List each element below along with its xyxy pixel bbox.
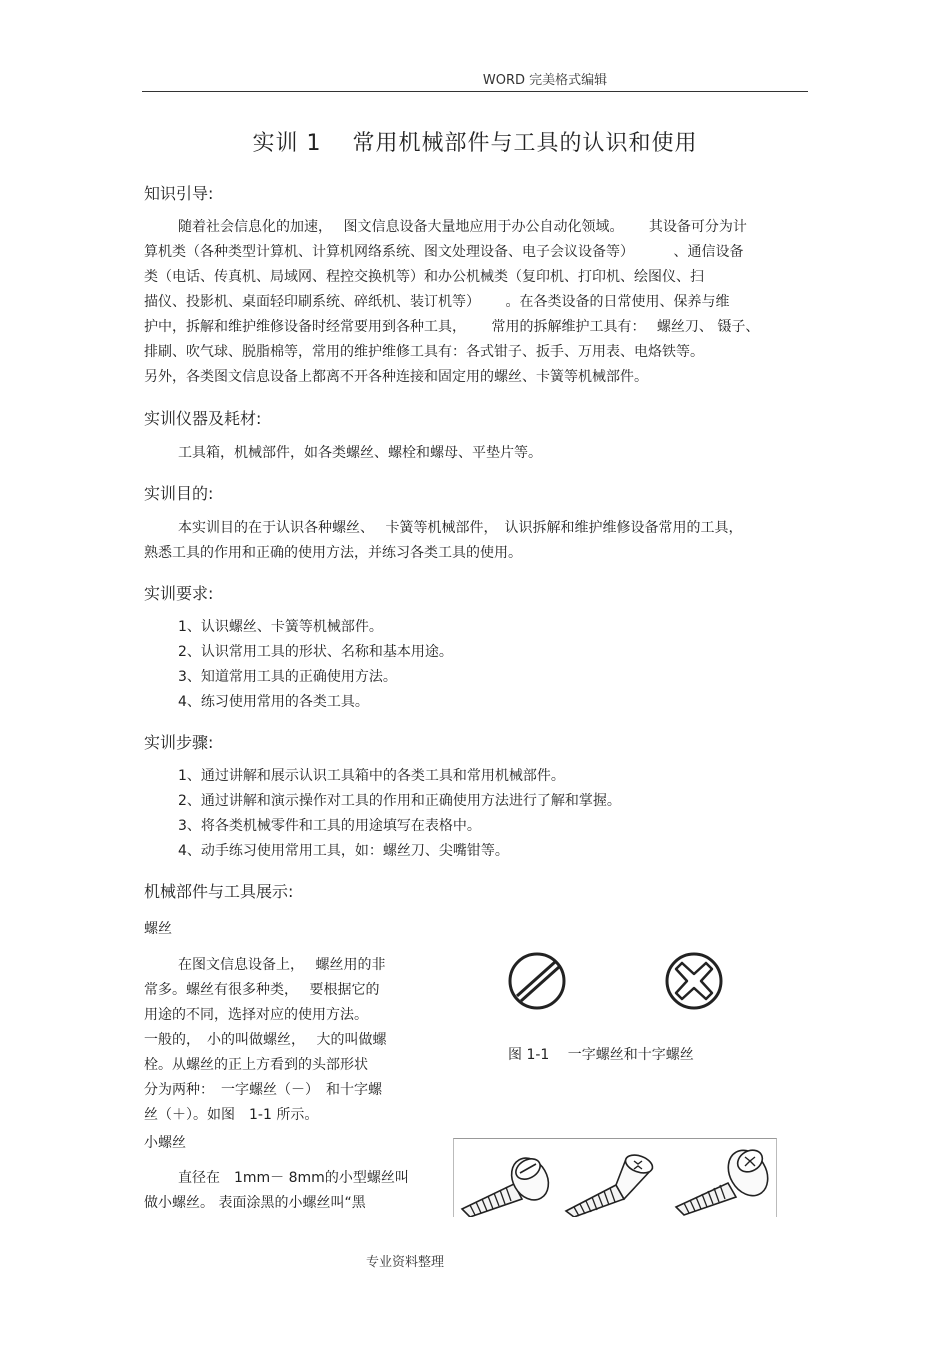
screw-line: 栓。从螺丝的正上方看到的头部形状: [144, 1057, 368, 1073]
purpose-heading: 实训目的:: [144, 484, 214, 503]
requirements-heading: 实训要求:: [144, 584, 214, 603]
steps-heading: 实训步骤:: [144, 733, 214, 752]
screws-image: [453, 1138, 777, 1217]
intro-line: 描仪、投影机、桌面轻印刷系统、碎纸机、装订机等） 。在各类设备的日常使用、保养与维: [144, 294, 730, 310]
purpose-line: 熟悉工具的作用和正确的使用方法，并练习各类工具的使用。: [144, 545, 522, 561]
screw-line: 丝（＋）。如图 1-1 所示。: [144, 1107, 319, 1123]
slotted-screw-head-icon: [505, 949, 569, 1013]
small-screw-paragraph: [144, 1166, 409, 1216]
small-screw-line: 直径在 1mm－ 8mm的小型螺丝叫: [178, 1170, 409, 1186]
page-header: WORD 完美格式编辑: [482, 73, 608, 88]
page-footer: 专业资料整理: [365, 1255, 444, 1270]
figure-caption: 图 1-1 一字螺丝和十字螺丝: [508, 1047, 694, 1063]
steps-list: [178, 764, 621, 864]
screw-line: 分为两种： 一字螺丝（－） 和十字螺: [144, 1082, 382, 1098]
list-item: 1、认识螺丝、卡簧等机械部件。: [178, 619, 383, 635]
list-item: 3、知道常用工具的正确使用方法。: [178, 669, 397, 685]
screw-paragraph: [144, 953, 400, 1128]
screws-drawing: [454, 1139, 776, 1217]
intro-line: 算机类（各种类型计算机、计算机网络系统、图文处理设备、电子会议设备等） 、通信设备: [144, 244, 744, 260]
screw-heading: 螺丝: [144, 921, 172, 937]
requirements-list: [178, 615, 453, 715]
document-title: 实训 1 常用机械部件与工具的认识和使用: [252, 131, 698, 156]
materials-text: 工具箱，机械部件，如各类螺丝、螺栓和螺母、平垫片等。: [178, 445, 542, 461]
cross-screw-head-icon: [662, 949, 726, 1013]
purpose-line: 本实训目的在于认识各种螺丝、 卡簧等机械部件， 认识拆解和维护维修设备常用的工具，: [178, 520, 743, 536]
intro-line: 护中，拆解和维护维修设备时经常要用到各种工具， 常用的拆解维护工具有： 螺丝刀、 镊子、: [144, 319, 760, 335]
intro-line: 随着社会信息化的加速， 图文信息设备大量地应用于办公自动化领域。 其设备可分为计: [178, 219, 747, 235]
list-item: 2、认识常用工具的形状、名称和基本用途。: [178, 644, 453, 660]
screw-line: 在图文信息设备上， 螺丝用的非: [178, 957, 386, 973]
list-item: 1、通过讲解和展示认识工具箱中的各类工具和常用机械部件。: [178, 768, 565, 784]
list-item: 2、通过讲解和演示操作对工具的作用和正确使用方法进行了解和掌握。: [178, 793, 621, 809]
intro-heading: 知识引导:: [144, 184, 214, 203]
intro-line: 另外，各类图文信息设备上都离不开各种连接和固定用的螺丝、卡簧等机械部件。: [144, 369, 648, 385]
list-item: 3、将各类机械零件和工具的用途填写在表格中。: [178, 818, 481, 834]
small-screw-heading: 小螺丝: [144, 1135, 186, 1151]
header-rule: [142, 91, 808, 92]
screw-line: 一般的， 小的叫做螺丝， 大的叫做螺: [144, 1032, 387, 1048]
intro-line: 类（电话、传真机、局域网、程控交换机等）和办公机械类（复印机、打印机、绘图仪、扫: [144, 269, 704, 285]
list-item: 4、练习使用常用的各类工具。: [178, 694, 369, 710]
materials-heading: 实训仪器及耗材:: [144, 409, 262, 428]
small-screw-line: 做小螺丝。 表面涂黑的小螺丝叫“黑: [144, 1195, 366, 1211]
intro-line: 排刷、吹气球、脱脂棉等，常用的维护维修工具有：各式钳子、扳手、万用表、电烙铁等。: [144, 344, 704, 360]
purpose-paragraph: [144, 516, 810, 566]
display-heading: 机械部件与工具展示:: [144, 882, 294, 901]
screw-line: 用途的不同，选择对应的使用方法。: [144, 1007, 368, 1023]
materials-paragraph: [144, 441, 810, 466]
screw-line: 常多。螺丝有很多种类， 要根据它的: [144, 982, 380, 998]
intro-paragraph: [144, 215, 810, 390]
list-item: 4、动手练习使用常用工具，如：螺丝刀、尖嘴钳等。: [178, 843, 509, 859]
